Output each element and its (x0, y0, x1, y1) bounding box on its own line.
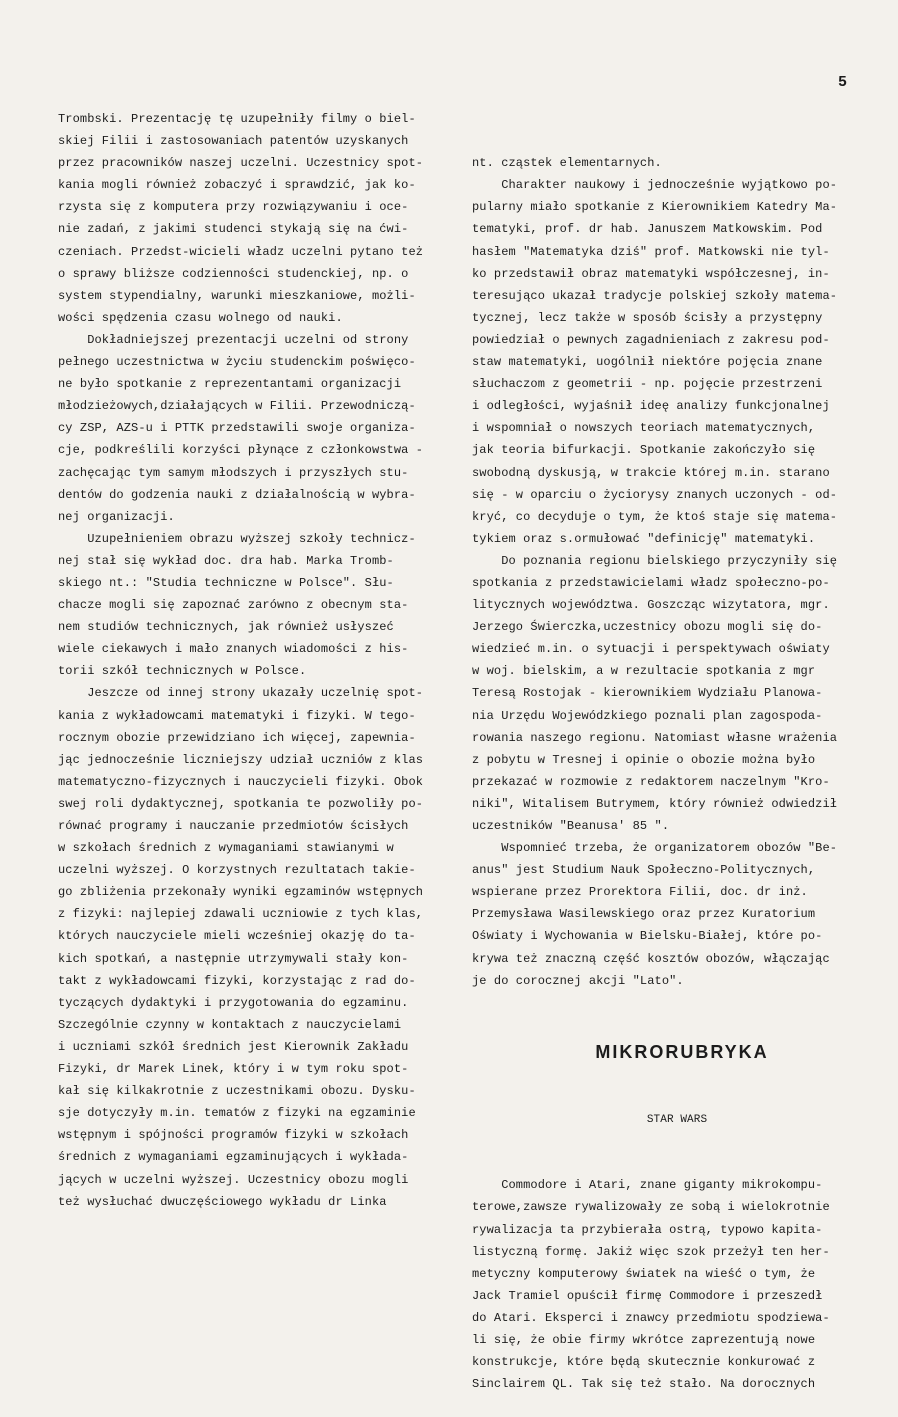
text-line: pularny miało spotkanie z Kierownikiem Katedry Ma- (472, 200, 838, 215)
text-line: Teresą Rostojak - kierownikiem Wydziału Planowa- (472, 686, 823, 701)
text-line: cy ZSP, AZS-u i PTTK przedstawili swoje organiza- (58, 421, 416, 436)
text-line: Do poznania regionu bielskiego przyczyniły się (472, 553, 838, 568)
text-line: średnich z wymaganiami egzaminujących i wykłada- (58, 1150, 409, 1165)
text-line: powiedział o pewnych zagadnieniach z zakresu pod- (472, 332, 830, 347)
text-line: wspierane przez Prorektora Filii, doc. dr inż. (472, 885, 808, 900)
text-line: Sinclairem QL. Tak się też stało. Na dorocznych (472, 1377, 816, 1392)
text-line: jąc jednocześnie liczniejszy udział uczniów z klas (58, 752, 424, 767)
text-line: rocznym obozie przewidziano ich więcej, zapewnia- (58, 730, 416, 745)
text-line: chacze mogli się zapoznać zarówno z obecnym sta- (58, 598, 409, 613)
text-line: terowe,zawsze rywalizowały ze sobą i wielokrotnie (472, 1200, 830, 1215)
text-line: i uczniami szkół średnich jest Kierownik Zakładu (58, 1039, 409, 1054)
text-line: krywa też znaczną część kosztów obozów, włączając (472, 951, 830, 966)
text-line: w szkołach średnich z wymaganiami stawianymi w (58, 841, 394, 856)
text-line: się - w oparciu o życiorysy znanych uczonych - od- (472, 487, 838, 502)
text-line: Wspomnieć trzeba, że organizatorem obozów "Be- (472, 841, 838, 856)
text-line: swobodną dyskusją, w trakcie której m.in. starano (472, 465, 830, 480)
text-line: kryć, co decyduje o tym, że ktoś staje się matema- (472, 509, 838, 524)
text-line: przekazać w rozmowie z redaktorem naczelnym "Kro- (472, 774, 830, 789)
text-line: Uzupełnieniem obrazu wyższej szkoły technicz- (58, 531, 416, 546)
text-line: anus" jest Studium Nauk Społeczno-Politycznych, (472, 863, 816, 878)
text-line: Fizyki, dr Marek Linek, który i w tym roku spot- (58, 1062, 409, 1077)
text-line: system stypendialny, warunki mieszkaniowe, możli- (58, 288, 416, 303)
text-line: czeniach. Przedst-wicieli władz uczelni pytano też (58, 244, 424, 259)
text-line: kania z wykładowcami matematyki i fizyki. W tego- (58, 708, 416, 723)
text-line: uczelni wyższej. O korzystnych rezultatach takie- (58, 863, 416, 878)
text-line: z pobytu w Tresnej i opinie o obozie można było (472, 752, 816, 767)
right-column (472, 108, 862, 1417)
text-line: wiele ciekawych i mało znanych wiadomości z his- (58, 642, 409, 657)
text-line: zachęcając tym samym młodszych i przyszłych stu- (58, 465, 409, 480)
text-line: ne było spotkanie z reprezentantami organizacji (58, 377, 402, 392)
text-line: równać programy i nauczanie przedmiotów ścisłych (58, 819, 409, 833)
text-line: o sprawy bliższe codzienności studenckiej, np. o (58, 266, 409, 281)
text-line: Commodore i Atari, znane giganty mikrokompu- (472, 1178, 823, 1193)
page-number: 5 (838, 74, 848, 91)
text-line: przez pracowników naszej uczelni. Uczestnicy spot- (58, 156, 424, 171)
text-line: Trombski. Prezentację tę uzupełniły filmy o biel- (58, 112, 416, 126)
text-line: konstrukcje, które będą skutecznie konkurować z (472, 1355, 816, 1370)
text-line: Jerzego Świerczka,uczestnicy obozu mogli się do- (472, 620, 823, 635)
text-line: wstępnym i spójności programów fizyki w szkołach (58, 1128, 409, 1143)
text-line: w woj. bielskim, a w rezultacie spotkania z mgr (472, 664, 816, 679)
left-column (58, 108, 438, 1213)
text-line: sje dotyczyły m.in. tematów z fizyki na egzaminie (58, 1106, 416, 1121)
text-line: teresująco ukazał tradycje polskiej szkoły matema- (472, 288, 838, 303)
text-line: go zbliżenia przekonały wyniki egzaminów wstępnych (58, 885, 424, 900)
text-line: spotkania z przedstawicielami władz społeczno-po- (472, 575, 830, 590)
text-line: pełnego uczestnictwa w życiu studenckim poświęco- (58, 355, 416, 370)
text-line: rzysta się z komputera przy rozwiązywaniu i oce- (58, 200, 409, 215)
text-line: których nauczyciele mieli wcześniej okazję do ta- (58, 929, 416, 944)
text-line: litycznych województwa. Goszcząc wizytatora, mgr. (472, 598, 830, 613)
text-line: torii szkół technicznych w Polsce. (58, 664, 307, 679)
text-line: staw matematyki, uogólnił niektóre pojęcia znane (472, 355, 823, 370)
right-column-top (472, 152, 862, 992)
text-line: młodzieżowych,działających w Filii. Przewodniczą- (58, 399, 416, 414)
text-line: tyczących dydaktyki i przygotowania do egzaminu. (58, 995, 409, 1010)
section-heading: MIKRORUBRYKA (595, 1041, 769, 1062)
text-line: rowania naszego regionu. Natomiast własne wrażenia (472, 730, 838, 745)
text-line: je do corocznej akcji "Lato". (472, 973, 684, 988)
text-line: Jack Tramiel opuścił firmę Commodore i przeszedł (472, 1288, 823, 1303)
text-line: matematyczno-fizycznych i nauczycieli fizyki. Obok (58, 774, 424, 789)
text-line: nt. cząstek elementarnych. (472, 156, 662, 171)
text-line: kania mogli również zobaczyć i sprawdzić, jak ko- (58, 178, 416, 193)
text-line: Dokładniejszej prezentacji uczelni od strony (58, 332, 409, 347)
text-line: listyczną formę. Jakiż więc szok przeżył ten her- (472, 1244, 830, 1259)
text-line: nej stał się wykład doc. dra hab. Marka Tromb- (58, 553, 394, 568)
text-line: też wysłuchać dwuczęściowego wykładu dr Linka (58, 1194, 387, 1209)
text-line: nej organizacji. (58, 509, 175, 524)
text-line: ko przedstawił obraz matematyki współczesnej, in- (472, 266, 830, 281)
text-line: cje, podkreślili korzyści płynące z członkowstwa - (58, 443, 424, 458)
text-line: kich spotkań, a następnie utrzymywali stały kon- (58, 951, 409, 966)
text-line: i odległości, wyjaśnił ideę analizy funkcjonalnej (472, 399, 830, 414)
text-line: nia Urzędu Wojewódzkiego poznali plan zagospoda- (472, 708, 823, 723)
text-line: tykiem oraz s.ormułować "definicję" matematyki. (472, 531, 816, 546)
text-line: i wspomniał o nowszych teoriach matematycznych, (472, 421, 816, 436)
text-line: z fizyki: najlepiej zdawali uczniowie z tych klas, (58, 907, 424, 922)
text-line: swej roli dydaktycznej, spotkania te pozwoliły po- (58, 796, 424, 811)
text-line: dentów do godzenia nauki z działalnością w wybra- (58, 487, 416, 502)
text-line: li się, że obie firmy wkrótce zaprezentują nowe (472, 1332, 816, 1347)
text-line: takt z wykładowcami fizyki, korzystając z rad do- (58, 973, 416, 988)
text-line: Przemysława Wasilewskiego oraz przez Kuratorium (472, 907, 816, 922)
section-subheading: STAR WARS (646, 1114, 708, 1127)
text-line: jak teoria bifurkacji. Spotkanie zakończyło się (472, 443, 816, 458)
text-line: Jeszcze od innej strony ukazały uczelnię spot- (58, 686, 424, 701)
text-line: metyczny komputerowy światek na wieść o tym, że (472, 1266, 816, 1281)
text-line: tycznej, lecz także w sposób ścisły a przystępny (472, 310, 823, 325)
text-line: nie zadań, z jakimi studenci stykają się na ćwi- (58, 222, 409, 237)
text-line: kał się kilkakrotnie z uczestnikami obozu. Dysku- (58, 1084, 416, 1099)
text-line: wiedzieć m.in. o sytuacji i perspektywach oświaty (472, 642, 830, 657)
text-line: jących w uczelni wyższej. Uczestnicy obozu mogli (58, 1172, 409, 1187)
text-line: słuchaczom z geometrii - np. pojęcie przestrzeni (472, 377, 823, 392)
text-line: nem studiów technicznych, jak również usłyszeć (58, 620, 394, 635)
text-line: do Atari. Eksperci i znawcy przedmiotu spodziewa- (472, 1310, 830, 1325)
text-line: uczestników "Beanusa' 85 ". (472, 819, 670, 833)
text-line: niki", Witalisem Butrymem, który również odwiedził (472, 796, 838, 811)
text-line: rywalizacja ta przybierała ostrą, typowo kapita- (472, 1222, 823, 1237)
text-line: hasłem "Matematyka dziś" prof. Matkowski nie tyl- (472, 244, 830, 259)
text-line: Szczególnie czynny w kontaktach z nauczycielami (58, 1017, 402, 1032)
text-line: skiej Filii i zastosowaniach patentów uzyskanych (58, 134, 409, 149)
text-line: tematyki, prof. dr hab. Januszem Matkowskim. Pod (472, 222, 823, 237)
text-line: Oświaty i Wychowania w Bielsku-Białej, które po- (472, 929, 823, 944)
text-line: skiego nt.: "Studia techniczne w Polsce". Słu- (58, 575, 394, 590)
text-line: Charakter naukowy i jednocześnie wyjątkowo po- (472, 178, 838, 193)
right-column-bottom (472, 1174, 862, 1395)
text-line: wości spędzenia czasu wolnego od nauki. (58, 310, 343, 325)
